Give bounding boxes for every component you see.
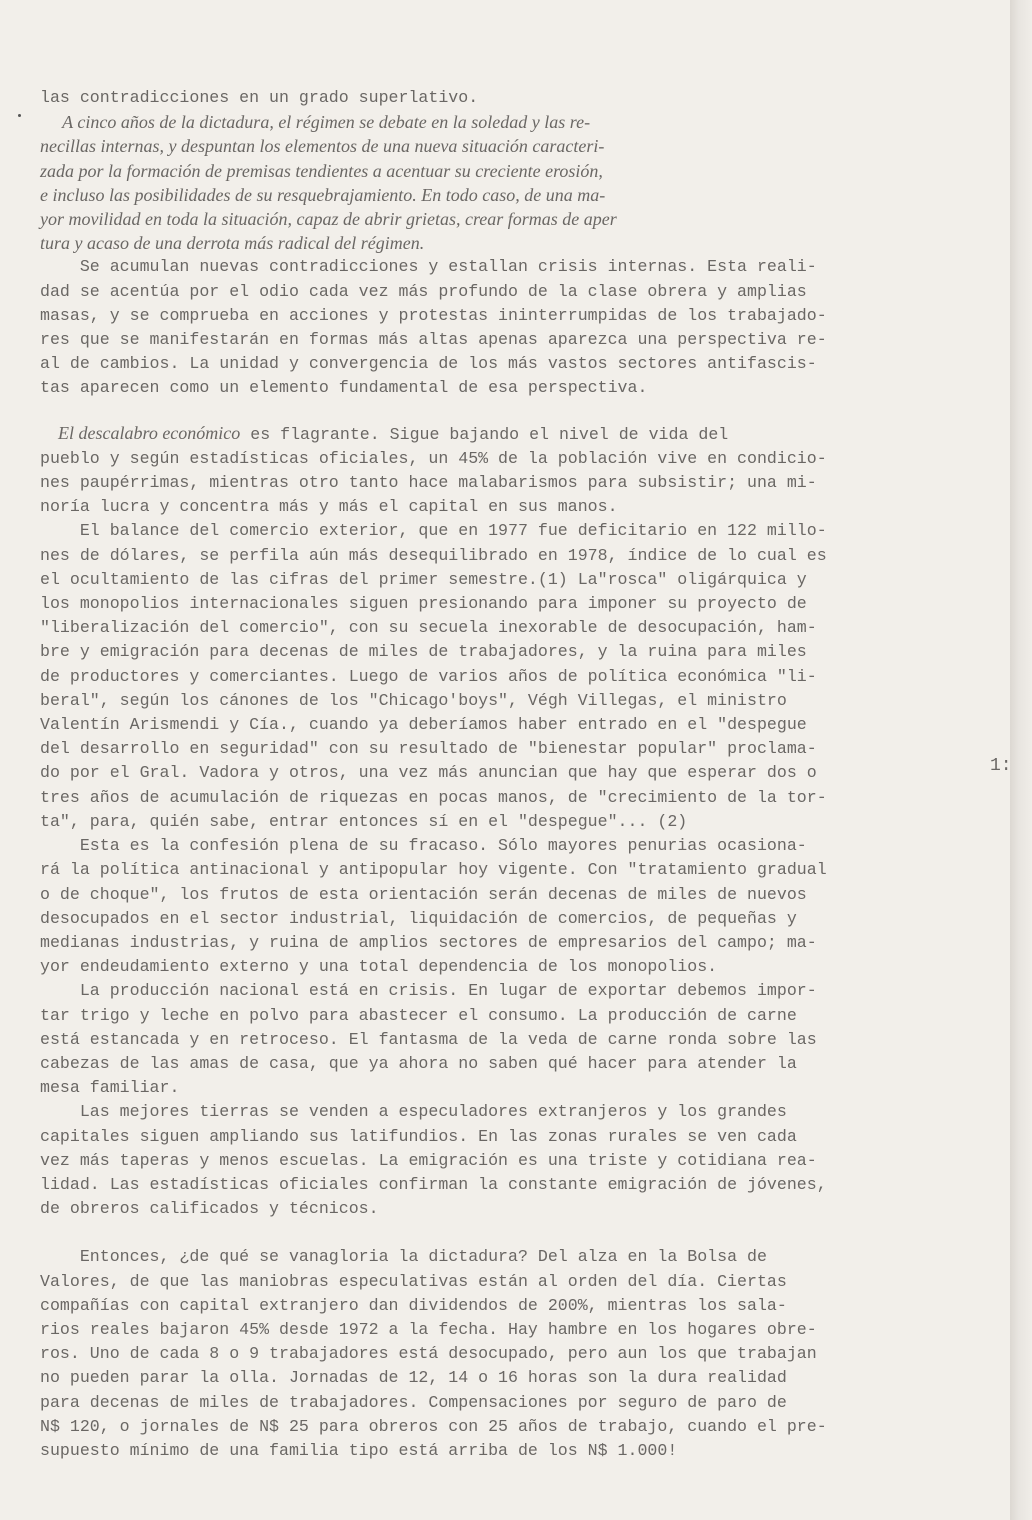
text-line: o de choque", los frutos de esta orientación serán decenas de miles de nuevos: [40, 884, 807, 904]
paragraph-gap: [40, 401, 990, 421]
text-line: Valores, de que las maniobras especulativas están al orden del día. Ciertas: [40, 1271, 787, 1291]
text-line: tar trigo y leche en polvo para abastecer el consumo. La producción de carne: [40, 1005, 797, 1025]
text-line: dad se acentúa por el odio cada vez más profundo de la clase obrera y amplias: [40, 281, 807, 301]
text-line: A cinco años de la dictadura, el régimen se debate en la soledad y las re-: [40, 112, 591, 133]
text-line: Esta es la confesión plena de su fracaso. Sólo mayores penurias ocasiona-: [40, 836, 807, 856]
text-line: pueblo y según estadísticas oficiales, un 45% de la población vive en condicio-: [40, 448, 827, 468]
text-line: res que se manifestarán en formas más altas apenas aparezca una perspectiva re-: [40, 330, 827, 350]
text-line: Entonces, ¿de qué se vanagloria la dictadura? Del alza en la Bolsa de: [40, 1247, 767, 1267]
text-line: N$ 120, o jornales de N$ 25 para obreros con 25 años de trabajo, cuando el pre-: [40, 1416, 827, 1436]
text-line: ros. Uno de cada 8 o 9 trabajadores está desocupado, pero aun los que trabajan: [40, 1344, 817, 1364]
text-line: cabezas de las amas de casa, que ya ahora no saben qué hacer para atender la: [40, 1053, 797, 1073]
text-line: del desarrollo en seguridad" con su resultado de "bienestar popular" proclama-: [40, 739, 817, 759]
paragraph: [40, 1245, 990, 1463]
text-line: vez más taperas y menos escuelas. La emigración es una triste y cotidiana rea-: [40, 1150, 817, 1170]
text-line: el ocultamiento de las cifras del primer semestre.(1) La"rosca" oligárquica y: [40, 569, 807, 589]
text-line: está estancada y en retroceso. El fantasma de la veda de carne ronda sobre las: [40, 1029, 817, 1049]
paragraph: [40, 1100, 990, 1221]
text-line: beral", según los cánones de los "Chicago'boys", Végh Villegas, el ministro: [40, 690, 787, 710]
text-line: para decenas de miles de trabajadores. Compensaciones por seguro de paro de: [40, 1392, 787, 1412]
text-line: los monopolios internacionales siguen presionando para imponer su proyecto de: [40, 594, 807, 614]
text-line: noría lucra y concentra más y más el capital en sus manos.: [40, 497, 618, 517]
text-line: nes paupérrimas, mientras otro tanto hace malabarismos para subsistir; una mi-: [40, 473, 817, 493]
text-line: yor endeudamiento externo y una total dependencia de los monopolios.: [40, 957, 718, 977]
paragraph: [40, 519, 990, 834]
paragraph-gap: [40, 1221, 990, 1245]
text-line: mesa familiar.: [40, 1078, 180, 1098]
text-line: [40, 421, 990, 447]
text-line: capitales siguen ampliando sus latifundios. En las zonas rurales se ven cada: [40, 1126, 797, 1146]
page-edge: [1010, 0, 1032, 1520]
text-line: Valentín Arismendi y Cía., cuando ya deberíamos haber entrado en el "despegue: [40, 715, 807, 735]
text-line: tura y acaso de una derrota más radical del régimen.: [40, 233, 425, 254]
text-line: bre y emigración para decenas de miles de trabajadores, y la ruina para miles: [40, 642, 807, 662]
paragraph: [40, 86, 990, 110]
text-line: al de cambios. La unidad y convergencia de los más vastos sectores antifascis-: [40, 354, 817, 374]
text-line: de obreros calificados y técnicos.: [40, 1199, 379, 1219]
text-line: Se acumulan nuevas contradicciones y estallan crisis internas. Esta reali-: [40, 257, 817, 277]
text-line: de productores y comerciantes. Luego de varios años de política económica "li-: [40, 666, 817, 686]
text-line: masas, y se comprueba en acciones y protestas ininterrumpidas de los trabajado-: [40, 305, 827, 325]
text-line: rá la política antinacional y antipopular hoy vigente. Con "tratamiento gradual: [40, 860, 827, 880]
text-line: tas aparecen como un elemento fundamental de esa perspectiva.: [40, 378, 648, 398]
margin-dot: [18, 114, 21, 117]
text-line: Las mejores tierras se venden a especuladores extranjeros y los grandes: [40, 1102, 787, 1122]
text-line: las contradicciones en un grado superlativo.: [40, 88, 479, 107]
text-line: "liberalización del comercio", con su secuela inexorable de desocupación, ham-: [40, 618, 817, 638]
text-line: tres años de acumulación de riquezas en pocas manos, de "crecimiento de la tor-: [40, 787, 827, 807]
text-line: zada por la formación de premisas tendientes a acentuar su creciente erosión,: [40, 160, 603, 181]
text-run: es flagrante. Sigue bajando el nivel de vida del: [240, 424, 729, 444]
emphasis: El descalabro económico: [40, 422, 241, 443]
document-body: [40, 86, 990, 1463]
text-line: no pueden parar la olla. Jornadas de 12, 14 o 16 horas son la dura realidad: [40, 1368, 787, 1388]
page-number: 1:: [990, 756, 1012, 776]
text-line: e incluso las posibilidades de su resquebrajamiento. En todo caso, de una ma-: [40, 184, 606, 205]
paragraph: [40, 255, 990, 400]
text-line: necillas internas, y despuntan los elementos de una nueva situación caracteri-: [40, 136, 605, 157]
text-line: supuesto mínimo de una familia tipo está arriba de los N$ 1.000!: [40, 1440, 678, 1460]
text-line: nes de dólares, se perfila aún más desequilibrado en 1978, índice de lo cual es: [40, 545, 827, 565]
paragraph: [40, 421, 990, 520]
paragraph: [40, 110, 990, 255]
text-line: do por el Gral. Vadora y otros, una vez más anuncian que hay que esperar dos o: [40, 763, 817, 783]
text-line: La producción nacional está en crisis. En lugar de exportar debemos impor-: [40, 981, 817, 1001]
text-line: ta", para, quién sabe, entrar entonces sí en el "despegue"... (2): [40, 811, 688, 831]
text-line: rios reales bajaron 45% desde 1972 a la fecha. Hay hambre en los hogares obre-: [40, 1319, 817, 1339]
text-line: El balance del comercio exterior, que en 1977 fue deficitario en 122 millo-: [40, 521, 827, 541]
text-line: desocupados en el sector industrial, liquidación de comercios, de pequeñas y: [40, 908, 797, 928]
text-line: yor movilidad en toda la situación, capaz de abrir grietas, crear formas de aper: [40, 209, 617, 230]
paragraph: [40, 979, 990, 1100]
text-line: compañías con capital extranjero dan dividendos de 200%, mientras los sala-: [40, 1295, 787, 1315]
text-line: lidad. Las estadísticas oficiales confirman la constante emigración de jóvenes,: [40, 1174, 827, 1194]
text-line: medianas industrias, y ruina de amplios sectores de empresarios del campo; ma-: [40, 932, 817, 952]
paragraph: [40, 834, 990, 979]
